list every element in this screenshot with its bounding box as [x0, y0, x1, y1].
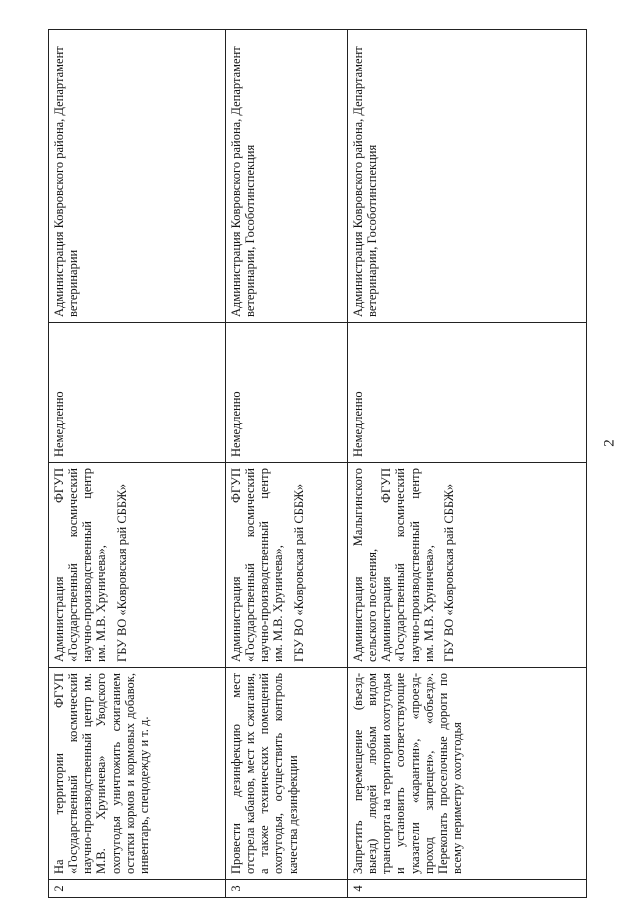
table-row [348, 30, 587, 898]
executor-entry: ГБУ ВО «Ковровская рай СББЖ» [114, 483, 129, 662]
executor-entry: ГБУ ВО «Ковровская рай СББЖ» [291, 483, 306, 662]
rotated-table-frame [48, 30, 640, 892]
row-number: 3 [226, 880, 348, 898]
control-cell: Администрация Ковровского района, Департамент ветеринарии [49, 30, 226, 323]
row-number: 4 [348, 880, 587, 898]
table-row [226, 30, 348, 898]
measure-text: Запретить перемещение (въезд-выезд) людей любым видом транспорта на территории охотугодья и установить соответствующие указатели «карантин», «проезд-проход запрещен», «объезд». Перекопать проселочные дороги по всему периметру охотугодья [348, 668, 587, 880]
executor-entry: Администрация ФГУП «Государственный космический научно-производственный центр им. М.В. Хруничева», [229, 468, 286, 662]
executors-cell [49, 463, 226, 668]
executor-entry: Администрация ФГУП «Государственный космический научно-производственный центр им. М.В. Хруничева», [379, 468, 436, 662]
control-cell: Администрация Ковровского района, Департамент ветеринарии, Гособотинспекция [348, 30, 587, 323]
measure-text: Провести дезинфекцию мест отстрела кабанов, мест их сжигания, а также технических помещений охотугодья, осуществить контроль качества дезинфекции [226, 668, 348, 880]
deadline-cell: Немедленно [49, 323, 226, 463]
page-number: 2 [601, 439, 618, 447]
row-number: 2 [49, 880, 226, 898]
deadline-cell: Немедленно [348, 323, 587, 463]
executor-entry: ГБУ ВО «Ковровская рай СББЖ» [441, 483, 456, 662]
executors-cell [348, 463, 587, 668]
executors-cell [226, 463, 348, 668]
control-cell: Администрация Ковровского района, Департамент ветеринарии, Гособотинспекция [226, 30, 348, 323]
deadline-cell: Немедленно [226, 323, 348, 463]
measures-table [48, 29, 587, 898]
measure-text: На территории ФГУП «Государственный космический научно-производственный центр им. М.В. Хруничева» Уводского охотугодья уничтожить сжиганием остатки кормов и кормовых добавок, инвентарь, спецодежду и т. д. [49, 668, 226, 880]
executor-entry: Администрация Малыгинского сельского поселения, [351, 468, 380, 662]
executor-entry: Администрация ФГУП «Государственный космический научно-производственный центр им. М.В. Хруничева», [52, 468, 109, 662]
table-row [49, 30, 226, 898]
